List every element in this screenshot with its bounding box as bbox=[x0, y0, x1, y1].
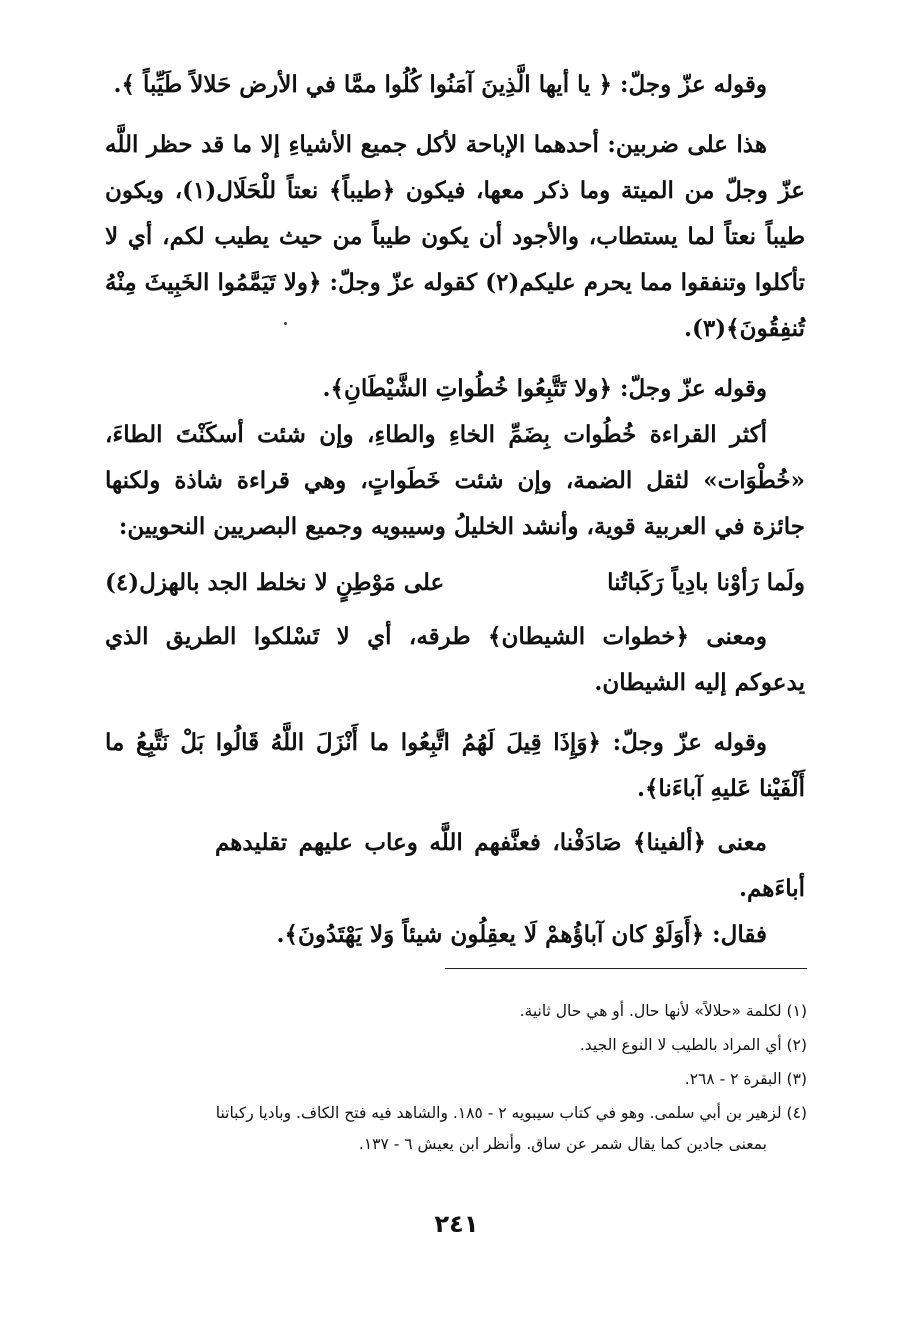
main-text bbox=[105, 62, 805, 958]
footnote-3: (٣) البقرة ٢ - ٢٦٨. bbox=[684, 1070, 807, 1088]
closing-block bbox=[105, 820, 805, 958]
commentary-paragraph-3: ومعنى ﴿خطوات الشيطان﴾ طرقه، أي لا تَسْلكوا الطريق الذي يدعوكم إليه الشيطان. bbox=[105, 623, 805, 696]
commentary-paragraph-5: فقال: ﴿أَوَلَوْ كان آباؤُهمْ لَا يعقِلُون شيئاً وَلا يَهْتَدُونَ﴾. bbox=[276, 921, 767, 948]
verse-paragraph-2: وقوله عزّ وجلّ: ﴿ولا تَتَّبِعُوا خُطُواتِ الشَّيْطَانِ﴾. bbox=[322, 375, 767, 402]
verse-paragraph-3: وقوله عزّ وجلّ: ﴿وَإِذَا قِيلَ لَهُمُ اتَّبِعُوا ما أَنْزَلَ اللَّهُ قَالُوا بَلْ نَتَّبِعُ ما أَلْفَيْنا عَليهِ آباءَنا﴾. bbox=[105, 729, 805, 802]
verse-paragraph-1: وقوله عزّ وجلّ: ﴿ يا أيها الَّذِينَ آمَنُوا كُلُوا ممَّا في الأرض حَلالاً طَيِّباً ﴾. bbox=[113, 71, 767, 98]
footnote-4-continued: بمعنى جادين كما يقال شمر عن ساق. وأنظر ابن يعيش ٦ - ١٣٧. bbox=[358, 1135, 767, 1153]
poem-first-hemistich: ولَما رَأوْنا بادِياً رَكَباتُنا bbox=[607, 569, 805, 596]
footnote-1: (١) لكلمة «حلالاً» لأنها حال. أو هي حال ثانية. bbox=[519, 1002, 807, 1020]
poem-second-hemistich: على مَوْطِنٍ لا نخلط الجد بالهزل(٤) bbox=[105, 569, 445, 596]
footnotes bbox=[105, 994, 807, 1161]
footnote-separator bbox=[445, 968, 807, 969]
commentary-paragraph-4: معنى ﴿ألفينا﴾ صَادَفْنا، فعنَّفهم اللَّه وعاب عليهم تقليدهم أباءَهم. bbox=[215, 829, 805, 902]
footnote-2: (٢) أي المراد بالطيب لا النوع الجيد. bbox=[579, 1036, 807, 1054]
commentary-paragraph-1: هذا على ضربين: أحدهما الإباحة لأكل جميع الأشياءِ إلا ما قد حظر اللَّه عزّ وجلّ من الميتة وما ذكر معها، فيكون ﴿طيباً﴾ نعتاً للْحَلَال(١)، ويكون طيباً نعتاً لما يستطاب، والأجود أن يكون طيباً من حيث يطيب لكم، أي لا تأكلوا وتنفقوا مما يحرم عليكم(٢) كقوله عزّ وجلّ: ﴿ولا تَيَمَّمُوا الخَبِيثَ مِنْهُ تُنفِقُونَ﴾(٣). bbox=[105, 131, 805, 342]
footnote-4: (٤) لزهير بن أبي سلمى. وهو في كتاب سيبويه ٢ - ١٨٥. والشاهد فيه فتح الكاف. وباديا ركباتنا bbox=[215, 1104, 807, 1122]
page-number: ٢٤١ bbox=[434, 1210, 479, 1238]
scan-speck bbox=[284, 322, 287, 325]
commentary-paragraph-2: أكثر القراءة خُطُوات بِضَمِّ الخاءِ والطاءِ، وإن شئت أسكَنْتَ الطاءَ، «خُطْوَات» لثقل الضمة، وإن شئت خَطَواتٍ، وهي قراءة شاذة ولكنها جائزة في العربية قوية، وأنشد الخليلُ وسيبويه وجميع البصريين النحويين: bbox=[105, 421, 805, 540]
poem-line bbox=[105, 560, 805, 606]
